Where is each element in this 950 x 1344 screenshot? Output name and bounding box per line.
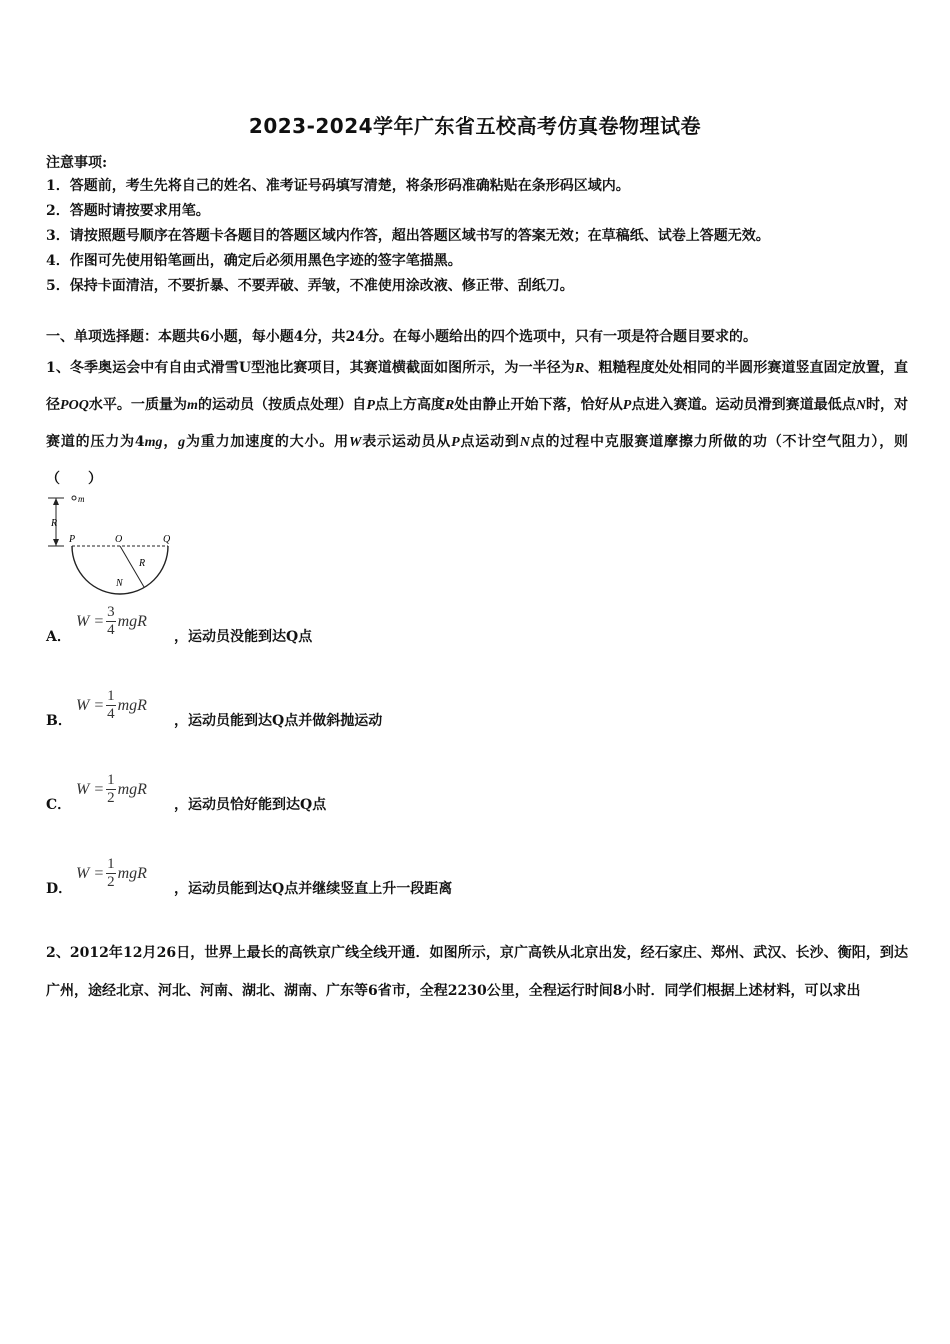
- option-text: ，运动员能到达Q点并做斜抛运动: [174, 713, 383, 729]
- option-label: D．: [46, 881, 73, 897]
- note-item: 4．作图可先使用铅笔画出，确定后必须用黑色字迹的签字笔描黑。: [46, 253, 462, 269]
- option-label: B．: [46, 713, 72, 729]
- notes-list: [46, 176, 926, 301]
- label-o: O: [115, 534, 123, 545]
- option-text: ，运动员没能到达Q点: [174, 629, 313, 645]
- note-item: 1．答题前，考生先将自己的姓名、准考证号码填写清楚，将条形码准确粘贴在条形码区域内。: [46, 178, 630, 194]
- option-formula: W = $\frac{1}{4}$ mgR: [76, 688, 147, 722]
- question-1-stem: 1、冬季奥运会中有自由式滑雪U型池比赛项目，其赛道横截面如图所示，为一半径为R、粗糙程度处处相同的半圆形赛道竖直固定放置，直径POQ水平。一质量为m的运动员（按质点处理）自P点上方高度R处由静止开始下落，恰好从P点进入赛道。运动员滑到赛道最低点N时，对赛道的压力为4mg，g为重力加速度的大小。用W表示运动员从P点运动到N点的过程中克服赛道摩擦力所做的功（不计空气阻力），则（ ）: [46, 360, 909, 487]
- label-r-radius: R: [139, 558, 146, 569]
- note-item: 5．保持卡面清洁，不要折暴、不要弄破、弄皱，不准使用涂改液、修正带、刮纸刀。: [46, 278, 574, 294]
- option-formula: W = $\frac{1}{2}$ mgR: [76, 856, 147, 890]
- question-2-stem: 2、2012年12月26日，世界上最长的高铁京广线全线开通．如图所示，京广高铁从北京出发，经石家庄、郑州、武汉、长沙、衡阳，到达广州，途经北京、河北、河南、湖北、湖南、广东等6省市，全程2230公里，全程运行时间8小时．同学们根据上述材料，可以求出: [46, 945, 908, 999]
- label-m: m: [78, 494, 85, 504]
- option-label: A．: [46, 629, 71, 645]
- notes-heading: 注意事项:: [46, 155, 108, 171]
- note-item: 3．请按照题号顺序在答题卡各题目的答题区域内作答，超出答题区域书写的答案无效；在草稿纸、试卷上答题无效。: [46, 228, 770, 244]
- option-label: C．: [46, 797, 72, 813]
- label-r-height: R: [51, 518, 58, 529]
- label-p: P: [69, 534, 76, 545]
- option-text: ，运动员恰好能到达Q点: [174, 797, 327, 813]
- half-pipe-diagram: [44, 492, 184, 596]
- note-item: 2．答题时请按要求用笔。: [46, 203, 210, 219]
- label-q: Q: [163, 534, 171, 545]
- page-title: 2023-2024学年广东省五校高考仿真卷物理试卷: [248, 114, 702, 138]
- option-text: ，运动员能到达Q点并继续竖直上升一段距离: [174, 881, 453, 897]
- option-formula: W = $\frac{3}{4}$ mgR: [76, 604, 147, 638]
- label-n: N: [116, 578, 123, 589]
- section-heading: 一、单项选择题：本题共6小题，每小题4分，共24分。在每小题给出的四个选项中，只有一项是符合题目要求的。: [46, 329, 757, 345]
- mass-point-icon: [72, 496, 76, 500]
- option-formula: W = $\frac{1}{2}$ mgR: [76, 772, 147, 806]
